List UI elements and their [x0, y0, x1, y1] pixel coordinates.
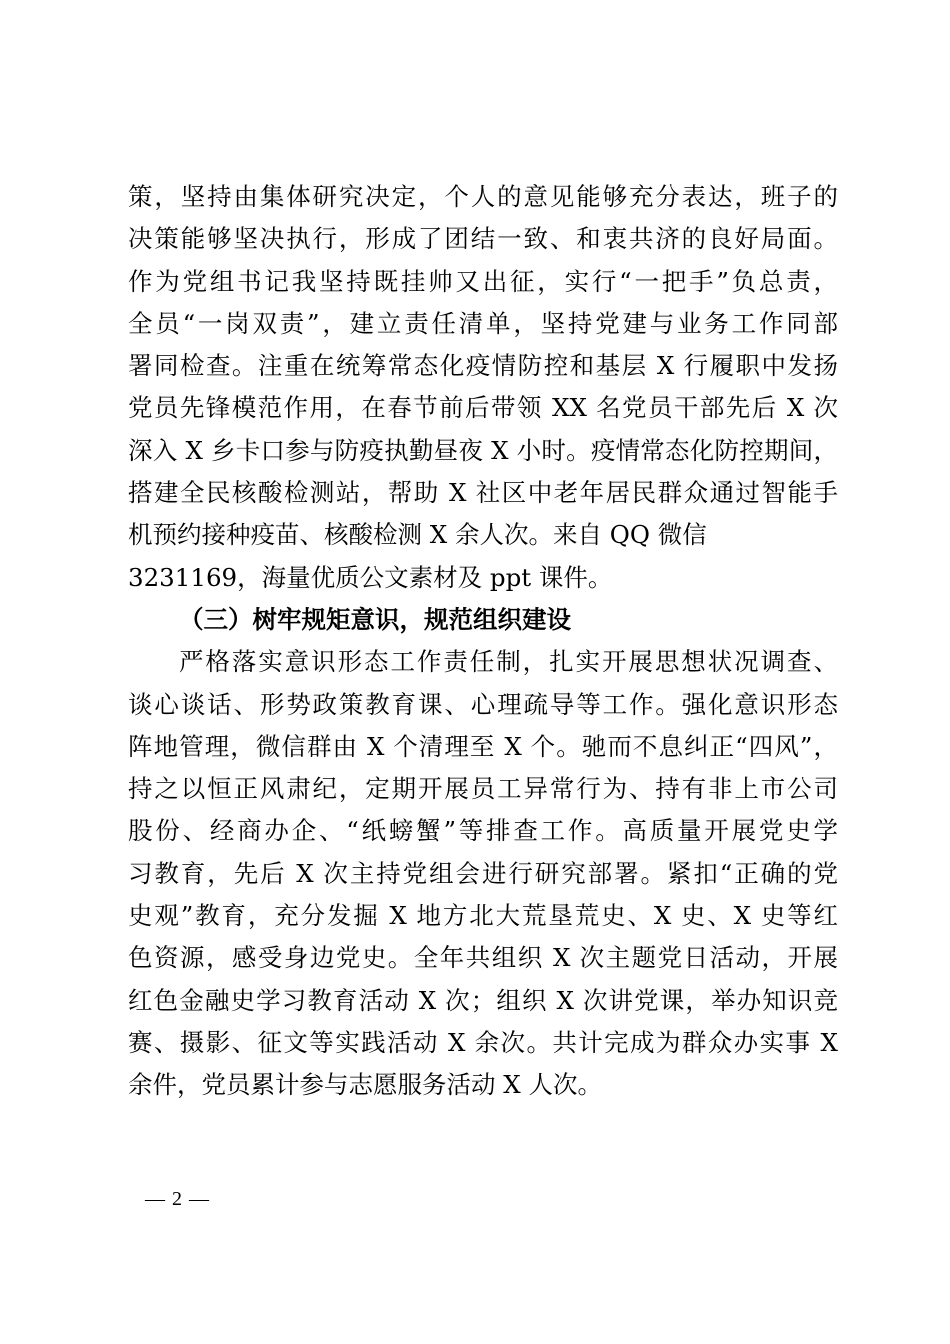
paragraph-line: 赛、摄影、征文等实践活动 X 余次。共计完成为群众办实事 X: [128, 1027, 838, 1057]
paragraph-line: 党员先锋模范作用，在春节前后带领 XX 名党员干部先后 X 次: [128, 393, 838, 423]
paragraph-line: 策，坚持由集体研究决定，个人的意见能够充分表达，班子的: [128, 182, 838, 211]
paragraph-line: 色资源，感受身边党史。全年共组织 X 次主题党日活动，开展: [128, 943, 838, 973]
paragraph-line: 搭建全民核酸检测站，帮助 X 社区中老年居民群众通过智能手: [128, 478, 838, 508]
section-heading: （三）树牢规矩意识，规范组织建设: [179, 604, 571, 634]
body-text: [128, 176, 838, 1107]
page-number: — 2 —: [145, 1188, 210, 1210]
paragraph-line: 深入 X 乡卡口参与防疫执勤昼夜 X 小时。疫情常态化防控期间，: [128, 435, 838, 465]
paragraph-line: 红色金融史学习教育活动 X 次；组织 X 次讲党课，举办知识竞: [128, 985, 838, 1015]
paragraph-line: 习教育，先后 X 次主持党组会进行研究部署。紧扣“正确的党: [128, 858, 838, 888]
paragraph-line: 股份、经商办企、“纸螃蟹”等排查工作。高质量开展党史学: [128, 816, 838, 846]
paragraph-line: 全员“一岗双责”，建立责任清单，坚持党建与业务工作同部: [128, 308, 838, 338]
paragraph-line: 决策能够坚决执行，形成了团结一致、和衷共济的良好局面。: [128, 224, 838, 254]
paragraph-line: 持之以恒正风肃纪，定期开展员工异常行为、持有非上市公司: [128, 774, 838, 804]
paragraph-line: 署同检查。注重在统筹常态化疫情防控和基层 X 行履职中发扬: [128, 351, 838, 381]
paragraph-line: 谈心谈话、形势政策教育课、心理疏导等工作。强化意识形态: [128, 689, 838, 719]
paragraph-line: 严格落实意识形态工作责任制，扎实开展思想状况调查、: [179, 647, 838, 677]
paragraph-line: 史观”教育，充分发掘 X 地方北大荒垦荒史、X 史、X 史等红: [128, 901, 838, 931]
paragraph-line: 作为党组书记我坚持既挂帅又出征，实行“一把手”负总责，: [128, 266, 838, 296]
paragraph-line: 3231169，海量优质公文素材及 ppt 课件。: [128, 562, 613, 592]
paragraph-line: 阵地管理，微信群由 X 个清理至 X 个。驰而不息纠正“四风”，: [128, 731, 838, 761]
paragraph-line: 余件，党员累计参与志愿服务活动 X 人次。: [128, 1070, 603, 1100]
paragraph-line: 机预约接种疫苗、核酸检测 X 余人次。来自 QQ 微信: [128, 520, 707, 550]
